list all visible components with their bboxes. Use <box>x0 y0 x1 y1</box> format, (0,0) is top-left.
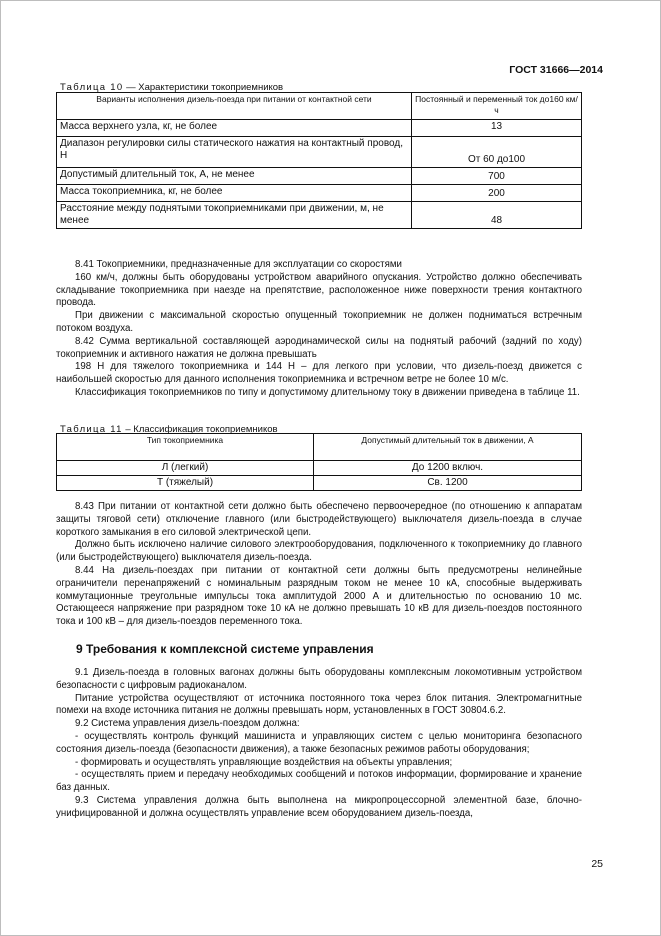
paragraph: Питание устройства осуществляют от источника постоянного тока через блок питания. Электромагнитные помехи на входе источника питания не должны превышать норм, установленных в ГОСТ 30804.6.2. <box>56 692 582 717</box>
page-number: 25 <box>591 858 603 870</box>
paragraph: 8.41 Токоприемники, предназначенные для эксплуатации со скоростями <box>75 259 402 270</box>
table-row <box>57 185 582 202</box>
table10-caption-label: Таблица 10 <box>60 82 124 93</box>
table11-current: Св. 1200 <box>314 476 582 491</box>
table-row <box>57 202 582 229</box>
table10-param: Расстояние между поднятыми токоприемниками при движении, м, не менее <box>57 202 412 229</box>
list-item: - осуществлять контроль функций машиниста и управляющих систем с целью мониторинга безопасного состояния дизель-поезда (безопасности движения), а также безопасных режимов работы оборудования; <box>56 730 582 755</box>
table11-caption-title: – Классификация токоприемников <box>122 424 278 435</box>
table-11 <box>56 433 582 491</box>
table-row <box>57 120 582 137</box>
paragraph: 9.1 Дизель-поезда в головных вагонах должны быть оборудованы комплексным локомотивным устройством безопасности с цифровым радиоканалом. <box>56 667 582 691</box>
list-item: - формировать и осуществлять управляющие воздействия на объекты управления; <box>75 756 453 768</box>
paragraph: 198 Н для тяжелого токоприемника и 144 Н – для легкого при условии, что дизель-поезд движется с наибольшей скоростью для данного исполнения токоприемника и встречном ветре не более 10 м/с. <box>56 361 582 386</box>
table10-value: 13 <box>412 120 582 137</box>
table11-header-row <box>57 434 582 461</box>
table10-value: 48 <box>412 202 582 229</box>
table10-value: От 60 до100 <box>412 137 582 168</box>
paragraph: 8.43 При питании от контактной сети должно быть обеспечено первоочередное (по отношению к аппаратам защиты тяговой сети) отключение главного (или быстродействующего) выключателя дизель-поезда в случае короткого замыкания в его силовой электрической цепи. <box>56 501 582 538</box>
document-code: ГОСТ 31666—2014 <box>509 64 603 76</box>
section-9-text <box>56 667 582 821</box>
table10-value: 700 <box>412 168 582 185</box>
table-row <box>57 461 582 476</box>
table11-col1-header: Тип токоприемника <box>57 434 314 461</box>
paragraph: Классификация токоприемников по типу и допустимому длительному току в движении приведена в таблице 11. <box>75 386 580 398</box>
table-row <box>57 137 582 168</box>
table10-param: Масса токоприемника, кг, не более <box>57 185 412 202</box>
paragraph: 9.2 Система управления дизель-поездом должна: <box>75 718 300 730</box>
paragraph: При движении с максимальной скоростью опущенный токоприемник не должен подниматься встречным потоком воздуха. <box>56 310 582 334</box>
paragraph: Должно быть исключено наличие силового электрооборудования, подключенного к токоприемнику до главного (или быстродействующего) выключателя дизель-поезда. <box>56 539 582 564</box>
table10-param: Допустимый длительный ток, А, не менее <box>57 168 412 185</box>
table-row <box>57 476 582 491</box>
paragraph: 8.44 На дизель-поездах при питании от контактной сети должны быть предусмотрены нелинейные ограничители перенапряжений с номинальным разрядным током не менее 10 кА, способные выдерживать коммутационные треугольные импульсы тока амплитудой 2000 А и длительностью по основанию 10 мс. Остающееся напряжение при разрядном токе 10 кА не должно превышать 10 кВ для дизель-поездов постоянного тока и 100 кВ – для дизель-поездов переменного тока. <box>56 564 582 628</box>
list-item: - осуществлять прием и передачу необходимых сообщений и потоков информации, формирование и хранение баз данных. <box>56 769 582 794</box>
table10-param: Масса верхнего узла, кг, не более <box>57 120 412 137</box>
table11-caption-label: Таблица 11 <box>60 424 123 435</box>
section-8-43-8-44-text <box>56 501 582 629</box>
paragraph: 9.3 Система управления должна быть выполнена на микропроцессорной элементной базе, блочно- унифицированной и должна осуществлять управление всем оборудованием дизель-поезда, <box>56 794 582 819</box>
table10-header-row <box>57 93 582 120</box>
paragraph: 160 км/ч, должны быть оборудованы устройством аварийного опускания. Устройство должно обеспечивать складывание токоприемника при наезде на препятствие, расположенное ниже поверхности трения контактного провода. <box>56 271 582 309</box>
table10-col1-header: Варианты исполнения дизель-поезда при питании от контактной сети <box>57 93 412 120</box>
table11-current: До 1200 включ. <box>314 461 582 476</box>
section-8-41-8-42-text <box>56 259 582 400</box>
table10-param: Диапазон регулировки силы статического нажатия на контактный провод, Н <box>57 137 412 168</box>
table10-value: 200 <box>412 185 582 202</box>
table-row <box>57 168 582 185</box>
table11-type: Т (тяжелый) <box>57 476 314 491</box>
table11-col2-header: Допустимый длительный ток в движении, А <box>314 434 582 461</box>
paragraph: 8.42 Сумма вертикальной составляющей аэродинамической силы на поднятый рабочий (задний по ходу) токоприемник и активного нажатия не должна превышать <box>56 335 582 360</box>
table11-type: Л (легкий) <box>57 461 314 476</box>
section-9-heading: 9 Требования к комплексной системе управления <box>76 642 374 656</box>
table10-caption-title: — Характеристики токоприемников <box>123 82 284 93</box>
table10-col2-header: Постоянный и переменный ток до160 км/ч <box>412 93 582 120</box>
table-10 <box>56 92 582 229</box>
